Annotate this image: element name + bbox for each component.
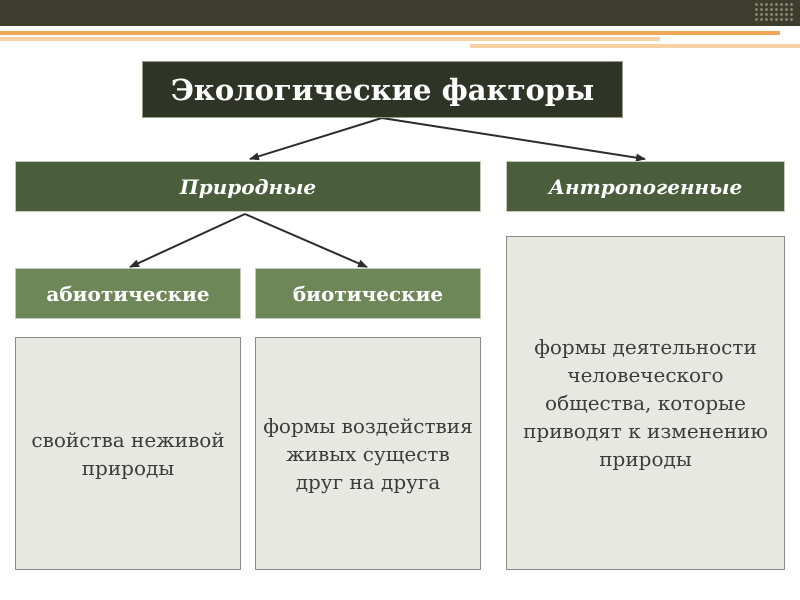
abiotic-description-box	[15, 337, 241, 570]
connector-natural-to-biotic	[245, 214, 367, 267]
title-box	[142, 61, 623, 118]
abiotic-description-text: свойства неживой природы	[31, 427, 225, 480]
abiotic-factors-label: абиотические	[46, 281, 210, 306]
biotic-description-text: формы воздействия живых существ друг на друга	[263, 413, 473, 494]
natural-factors-label: Природные	[179, 174, 317, 199]
anthropogenic-description-box	[506, 236, 785, 570]
connector-title-to-natural	[250, 118, 382, 159]
anthropogenic-description-text: формы деятельности человеческого общества, которые приводят к изменению природы	[523, 335, 768, 471]
connector-natural-to-abiotic	[130, 214, 245, 267]
anthropogenic-factors-box	[506, 161, 785, 212]
biotic-factors-box	[255, 268, 481, 319]
natural-factors-box	[15, 161, 481, 212]
biotic-factors-label: биотические	[292, 281, 444, 306]
biotic-description-box	[255, 337, 481, 570]
anthropogenic-factors-label: Антропогенные	[548, 174, 743, 199]
connector-title-to-anthropogenic	[382, 118, 645, 159]
abiotic-factors-box	[15, 268, 241, 319]
title-text: Экологические факторы	[170, 72, 595, 107]
